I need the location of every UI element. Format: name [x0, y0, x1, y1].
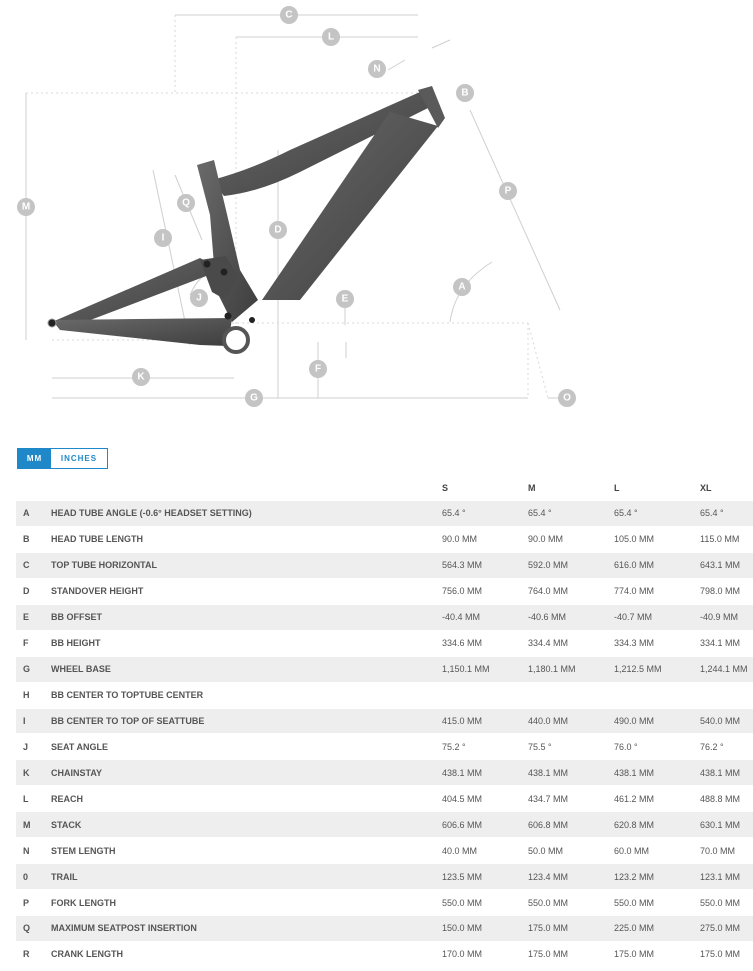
- badge-j: [190, 289, 208, 307]
- table-row: [16, 942, 753, 968]
- row-name: BB CENTER TO TOPTUBE CENTER: [51, 690, 204, 701]
- svg-text:P: P: [504, 185, 512, 197]
- svg-text:N: N: [373, 63, 381, 75]
- value-m: 440.0 MM: [528, 715, 569, 726]
- table-row: [16, 527, 753, 553]
- table-row: [16, 605, 753, 631]
- table-row: [16, 838, 753, 864]
- value-m: 65.4 °: [528, 508, 552, 519]
- svg-text:G: G: [250, 392, 258, 404]
- value-s: 1,150.1 MM: [442, 664, 490, 675]
- value-xl: 1,244.1 MM: [700, 664, 748, 675]
- value-xl: 115.0 MM: [700, 534, 740, 545]
- value-m: 592.0 MM: [528, 560, 569, 571]
- table-row: [16, 553, 753, 579]
- table-row: [16, 864, 753, 890]
- value-m: 438.1 MM: [528, 767, 569, 778]
- value-xl: 70.0 MM: [700, 845, 736, 856]
- value-s: 90.0 MM: [442, 534, 478, 545]
- table-row: [16, 786, 753, 812]
- value-xl: 540.0 MM: [700, 715, 741, 726]
- value-l: 76.0 °: [614, 741, 638, 752]
- row-letter: L: [23, 793, 29, 804]
- row-name: CRANK LENGTH: [51, 949, 123, 960]
- table-row: [16, 890, 753, 916]
- svg-text:O: O: [563, 392, 571, 404]
- svg-text:K: K: [137, 371, 145, 383]
- row-letter: N: [23, 845, 30, 856]
- value-xl: 65.4 °: [700, 508, 724, 519]
- row-name: BB HEIGHT: [51, 638, 101, 649]
- value-xl: 643.1 MM: [700, 560, 741, 571]
- row-name: CHAINSTAY: [51, 767, 103, 778]
- row-letter: J: [23, 741, 29, 752]
- value-m: 175.0 MM: [528, 949, 569, 960]
- row-name: TRAIL: [51, 871, 78, 882]
- row-name: SEAT ANGLE: [51, 741, 109, 752]
- value-m: 606.8 MM: [528, 819, 569, 830]
- row-letter: 0: [23, 871, 29, 882]
- row-name: HEAD TUBE ANGLE (-0.6° HEADSET SETTING): [51, 508, 252, 519]
- value-s: 404.5 MM: [442, 793, 483, 804]
- column-header-xl: XL: [700, 483, 712, 493]
- value-l: -40.7 MM: [614, 612, 653, 623]
- table-row: [16, 501, 753, 527]
- dimension-badges: [17, 6, 576, 407]
- svg-text:L: L: [327, 31, 335, 43]
- value-m: 434.7 MM: [528, 793, 569, 804]
- row-name: STEM LENGTH: [51, 845, 116, 856]
- value-l: 620.8 MM: [614, 819, 655, 830]
- column-header-s: S: [442, 483, 449, 493]
- value-s: 564.3 MM: [442, 560, 483, 571]
- value-s: 170.0 MM: [442, 949, 483, 960]
- row-letter: B: [23, 534, 30, 545]
- table-row: [16, 631, 753, 657]
- value-xl: 76.2 °: [700, 741, 724, 752]
- badge-f: [309, 360, 327, 378]
- svg-text:D: D: [274, 224, 282, 236]
- value-l: 438.1 MM: [614, 767, 655, 778]
- value-l: 616.0 MM: [614, 560, 655, 571]
- unit-mm-button[interactable]: MM: [18, 449, 51, 468]
- frame-geometry-diagram: [0, 0, 753, 430]
- row-letter: A: [23, 508, 30, 519]
- value-s: 606.6 MM: [442, 819, 483, 830]
- badge-m: [17, 198, 35, 216]
- table-row: [16, 734, 753, 760]
- value-m: 75.5 °: [528, 741, 552, 752]
- table-row: [16, 760, 753, 786]
- value-m: 90.0 MM: [528, 534, 564, 545]
- value-m: 123.4 MM: [528, 871, 569, 882]
- value-s: 123.5 MM: [442, 871, 483, 882]
- row-letter: F: [23, 638, 29, 649]
- table-row: [16, 579, 753, 605]
- column-header-l: L: [614, 483, 620, 493]
- value-l: 225.0 MM: [614, 923, 655, 934]
- svg-text:Q: Q: [182, 197, 190, 209]
- row-letter: K: [23, 767, 30, 778]
- value-xl: 334.1 MM: [700, 638, 741, 649]
- row-name: STACK: [51, 819, 82, 830]
- svg-text:F: F: [314, 363, 322, 375]
- value-xl: 275.0 MM: [700, 923, 741, 934]
- value-s: 756.0 MM: [442, 586, 483, 597]
- row-name: FORK LENGTH: [51, 897, 116, 908]
- value-m: 50.0 MM: [528, 845, 564, 856]
- badge-n: [368, 60, 386, 78]
- value-xl: 438.1 MM: [700, 767, 741, 778]
- row-letter: G: [23, 664, 31, 675]
- svg-text:J: J: [196, 292, 202, 304]
- row-name: TOP TUBE HORIZONTAL: [51, 560, 158, 571]
- value-m: -40.6 MM: [528, 612, 567, 623]
- row-name: BB OFFSET: [51, 612, 102, 623]
- badge-l: [322, 28, 340, 46]
- table-row: [16, 683, 753, 709]
- value-l: 490.0 MM: [614, 715, 655, 726]
- value-xl: -40.9 MM: [700, 612, 739, 623]
- value-m: 764.0 MM: [528, 586, 569, 597]
- svg-text:A: A: [458, 281, 466, 293]
- svg-text:C: C: [285, 9, 293, 21]
- value-xl: 488.8 MM: [700, 793, 741, 804]
- svg-text:M: M: [21, 201, 31, 213]
- value-xl: 123.1 MM: [700, 871, 741, 882]
- value-l: 550.0 MM: [614, 897, 655, 908]
- row-name: BB CENTER TO TOP OF SEATTUBE: [51, 715, 205, 726]
- value-s: 150.0 MM: [442, 923, 483, 934]
- table-body: [16, 501, 753, 968]
- unit-inches-button[interactable]: INCHES: [51, 449, 107, 468]
- row-letter: D: [23, 586, 30, 597]
- value-m: 175.0 MM: [528, 923, 569, 934]
- badge-b: [456, 84, 474, 102]
- value-xl: 175.0 MM: [700, 949, 741, 960]
- row-name: HEAD TUBE LENGTH: [51, 534, 143, 545]
- badge-p: [499, 182, 517, 200]
- value-l: 1,212.5 MM: [614, 664, 662, 675]
- value-l: 105.0 MM: [614, 534, 655, 545]
- badge-d: [269, 221, 287, 239]
- value-s: 415.0 MM: [442, 715, 483, 726]
- value-m: 334.4 MM: [528, 638, 569, 649]
- column-header-m: M: [528, 483, 536, 493]
- row-letter: H: [23, 690, 30, 701]
- value-l: 60.0 MM: [614, 845, 650, 856]
- row-letter: M: [23, 819, 31, 830]
- value-m: 1,180.1 MM: [528, 664, 576, 675]
- table-row: [16, 709, 753, 735]
- value-xl: 630.1 MM: [700, 819, 741, 830]
- value-l: 774.0 MM: [614, 586, 655, 597]
- value-s: 75.2 °: [442, 741, 466, 752]
- svg-text:B: B: [461, 87, 469, 99]
- value-s: 40.0 MM: [442, 845, 478, 856]
- row-name: STANDOVER HEIGHT: [51, 586, 144, 597]
- value-l: 175.0 MM: [614, 949, 655, 960]
- badge-i: [154, 229, 172, 247]
- badge-c: [280, 6, 298, 24]
- value-xl: 550.0 MM: [700, 897, 741, 908]
- value-l: 65.4 °: [614, 508, 638, 519]
- svg-text:E: E: [341, 293, 349, 305]
- row-letter: C: [23, 560, 30, 571]
- badge-g: [245, 389, 263, 407]
- value-s: 550.0 MM: [442, 897, 483, 908]
- row-letter: R: [23, 949, 30, 960]
- value-m: 550.0 MM: [528, 897, 569, 908]
- svg-text:I: I: [161, 232, 165, 244]
- value-s: 65.4 °: [442, 508, 466, 519]
- row-letter: Q: [23, 923, 31, 934]
- unit-toggle: [17, 448, 108, 469]
- value-s: 438.1 MM: [442, 767, 483, 778]
- badge-e: [336, 290, 354, 308]
- table-row: [16, 916, 753, 942]
- row-letter: E: [23, 612, 30, 623]
- value-l: 123.2 MM: [614, 871, 655, 882]
- row-name: MAXIMUM SEATPOST INSERTION: [51, 923, 197, 934]
- row-name: REACH: [51, 793, 84, 804]
- table-row: [16, 657, 753, 683]
- value-xl: 798.0 MM: [700, 586, 741, 597]
- geometry-table: [16, 475, 753, 968]
- bike-frame: [48, 86, 445, 352]
- table-header-row: [16, 475, 753, 501]
- badge-q: [177, 194, 195, 212]
- value-l: 461.2 MM: [614, 793, 655, 804]
- dimension-lines: [26, 15, 560, 398]
- badge-a: [453, 278, 471, 296]
- row-letter: I: [23, 715, 26, 726]
- row-letter: P: [23, 897, 30, 908]
- value-s: -40.4 MM: [442, 612, 481, 623]
- value-l: 334.3 MM: [614, 638, 655, 649]
- table-row: [16, 812, 753, 838]
- badge-k: [132, 368, 150, 386]
- row-name: WHEEL BASE: [51, 664, 111, 675]
- value-s: 334.6 MM: [442, 638, 483, 649]
- badge-o: [558, 389, 576, 407]
